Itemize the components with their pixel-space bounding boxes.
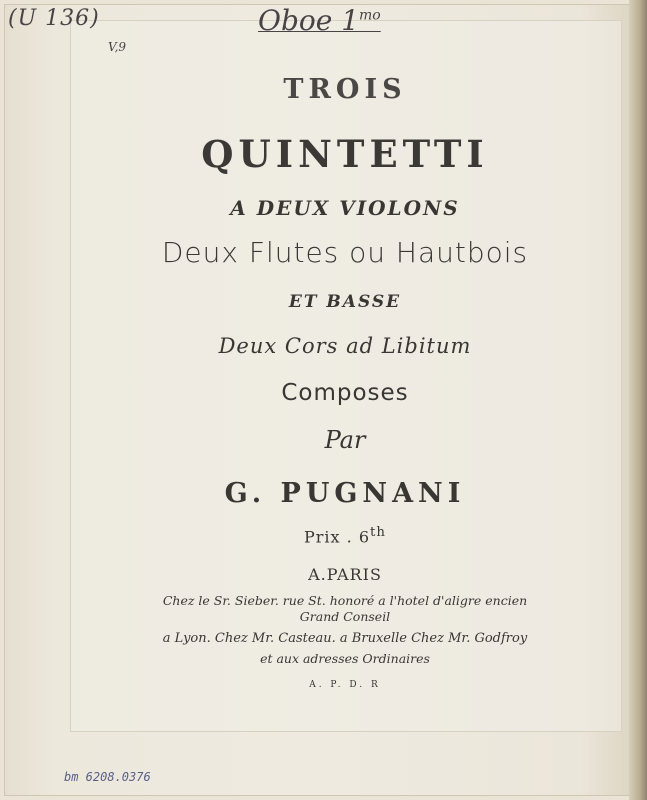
imprint-publisher: Chez le Sr. Sieber. rue St. honoré a l'hotel d'aligre encien	[162, 593, 528, 608]
volume-annotation: V,9	[108, 40, 127, 54]
part-annotation	[258, 4, 381, 37]
part-label: Oboe 1	[258, 4, 360, 37]
title-cors-ad-libitum: Deux Cors ad Libitum	[218, 334, 472, 358]
title-flutes-hautbois: Deux Flutes ou Hautbois	[161, 236, 529, 269]
title-par: Par	[324, 426, 366, 454]
price	[70, 525, 620, 546]
composer-name: G. PUGNANI	[224, 478, 466, 509]
imprint-other-sellers: a Lyon. Chez Mr. Casteau. a Bruxelle Chez Mr. Godfroy	[162, 631, 528, 646]
title-quintetti: QUINTETTI	[201, 132, 489, 176]
title-a-deux-violons: A DEUX VIOLONS	[230, 196, 460, 220]
imprint-adresses: et aux adresses Ordinaires	[260, 651, 430, 666]
price-label: Prix . 6	[304, 527, 371, 547]
imprint-grand-conseil: Grand Conseil	[299, 609, 391, 624]
imprint-privilege: A. P. D. R	[309, 680, 381, 690]
engraved-plate	[70, 20, 622, 732]
library-stamp: bm 6208.0376	[64, 770, 151, 784]
title-composes: Composes	[281, 380, 409, 406]
title-trois: TROIS	[283, 74, 407, 105]
imprint-city: A.PARIS	[308, 565, 382, 584]
book-spine-edge	[629, 0, 647, 800]
shelfmark-annotation: (U 136)	[8, 6, 100, 31]
price-superscript: th	[370, 525, 386, 540]
title-et-basse: ET BASSE	[288, 292, 402, 312]
part-superscript: mo	[359, 7, 381, 24]
